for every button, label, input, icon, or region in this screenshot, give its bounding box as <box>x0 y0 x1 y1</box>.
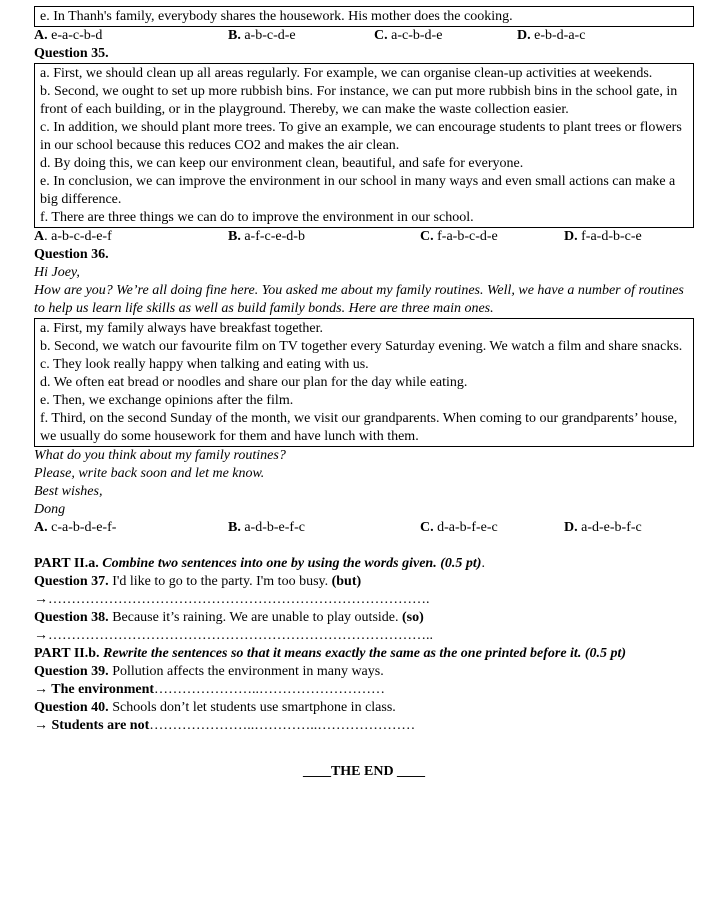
q36-sentence-c: c. They look really happy when talking and eating with us. <box>40 357 369 372</box>
q36-closing-3: Best wishes, <box>34 484 103 499</box>
q36-greeting: Hi Joey, <box>34 265 80 280</box>
q40-prompt: Question 40. Schools don’t let students use smartphone in class. <box>34 700 396 715</box>
q37-prompt: Question 37. I'd like to go to the party. I'm too busy. (but) <box>34 574 362 589</box>
q36-title: Question 36. <box>34 247 109 262</box>
q36-options <box>34 519 694 537</box>
q36-option-d: D. a-d-e-b-f-c <box>564 520 642 535</box>
worksheet-page <box>34 6 694 781</box>
the-end-footer: ____THE END ____ <box>302 764 426 779</box>
q35-sentence-b: b. Second, we ought to set up more rubbish bins. For instance, we can put more rubbish bins in the school gate, in front of each building, or in the playground. Thereby, we can make the waste collection easier. <box>40 84 678 117</box>
q35-sentence-e: e. In conclusion, we can improve the environment in our school in many ways and even small actions can make a big difference. <box>40 174 676 207</box>
spacer <box>34 537 694 555</box>
q40-answer-line[interactable]: → Students are not…………………..…………..………………… <box>34 718 416 733</box>
q35-options <box>34 228 694 246</box>
q36-box <box>34 318 694 447</box>
q34-options <box>34 27 694 45</box>
q36-sentence-a: a. First, my family always have breakfast together. <box>40 321 324 336</box>
q35-sentence-d: d. By doing this, we can keep our environment clean, beautiful, and safe for everyone. <box>40 156 524 171</box>
q36-option-c: C. d-a-b-f-e-c <box>420 520 498 535</box>
q36-option-a: A. c-a-b-d-e-f- <box>34 520 117 535</box>
part2b-heading: PART II.b. Rewrite the sentences so that it means exactly the same as the one printed before it. (0.5 pt) <box>34 646 627 661</box>
q37-answer-line[interactable]: →………………………………………………………………………. <box>34 592 430 607</box>
part2a-heading: PART II.a. Combine two sentences into one by using the words given. (0.5 pt). <box>34 556 485 571</box>
q35-option-b: B. a-f-c-e-d-b <box>228 229 305 244</box>
q36-sentence-d: d. We often eat bread or noodles and share our plan for the day while eating. <box>40 375 468 390</box>
q35-option-a: A. a-b-c-d-e-f <box>34 229 112 244</box>
q35-title: Question 35. <box>34 46 109 61</box>
q34-option-d: D. e-b-d-a-c <box>517 28 586 43</box>
q38-prompt: Question 38. Because it’s raining. We are unable to play outside. (so) <box>34 610 424 625</box>
q34-option-b: B. a-b-c-d-e <box>228 28 296 43</box>
q35-sentence-a: a. First, we should clean up all areas regularly. For example, we can organise clean-up activities at weekends. <box>40 66 653 81</box>
q36-sentence-e: e. Then, we exchange opinions after the film. <box>40 393 294 408</box>
q36-closing-2: Please, write back soon and let me know. <box>34 466 265 481</box>
q35-sentence-c: c. In addition, we should plant more trees. To give an example, we can encourage students to plant trees or flowers in our school because this reduces CO2 and makes the air clean. <box>40 120 682 153</box>
q35-box <box>34 63 694 228</box>
q35-option-d: D. f-a-d-b-c-e <box>564 229 642 244</box>
q36-option-b: B. a-d-b-e-f-c <box>228 520 305 535</box>
q35-option-c: C. f-a-b-c-d-e <box>420 229 498 244</box>
q34-option-a: A. e-a-c-b-d <box>34 28 103 43</box>
q36-closing-1: What do you think about my family routines? <box>34 448 286 463</box>
q35-sentence-f: f. There are three things we can do to improve the environment in our school. <box>40 210 474 225</box>
q36-sentence-f: f. Third, on the second Sunday of the month, we visit our grandparents. When coming to our grandparents’ house, we usually do some housework for them and have lunch with them. <box>40 411 678 444</box>
q36-intro: How are you? We’re all doing fine here. You asked me about my family routines. Well, we have a number of routines to help us learn life skills as well as build family bonds. Here are three main ones. <box>34 283 684 316</box>
q38-answer-line[interactable]: →……………………………………………………………………….. <box>34 628 433 643</box>
q36-sentence-b: b. Second, we watch our favourite film on TV together every Saturday evening. We watch a film and share snacks. <box>40 339 683 354</box>
q34-option-c: C. a-c-b-d-e <box>374 28 443 43</box>
q34-box <box>34 6 694 27</box>
q34-line-e: e. In Thanh's family, everybody shares the housework. His mother does the cooking. <box>40 9 513 24</box>
q39-prompt: Question 39. Pollution affects the environment in many ways. <box>34 664 384 679</box>
q36-signature: Dong <box>34 502 66 517</box>
q39-answer-line[interactable]: → The environment…………………..……………………… <box>34 682 386 697</box>
